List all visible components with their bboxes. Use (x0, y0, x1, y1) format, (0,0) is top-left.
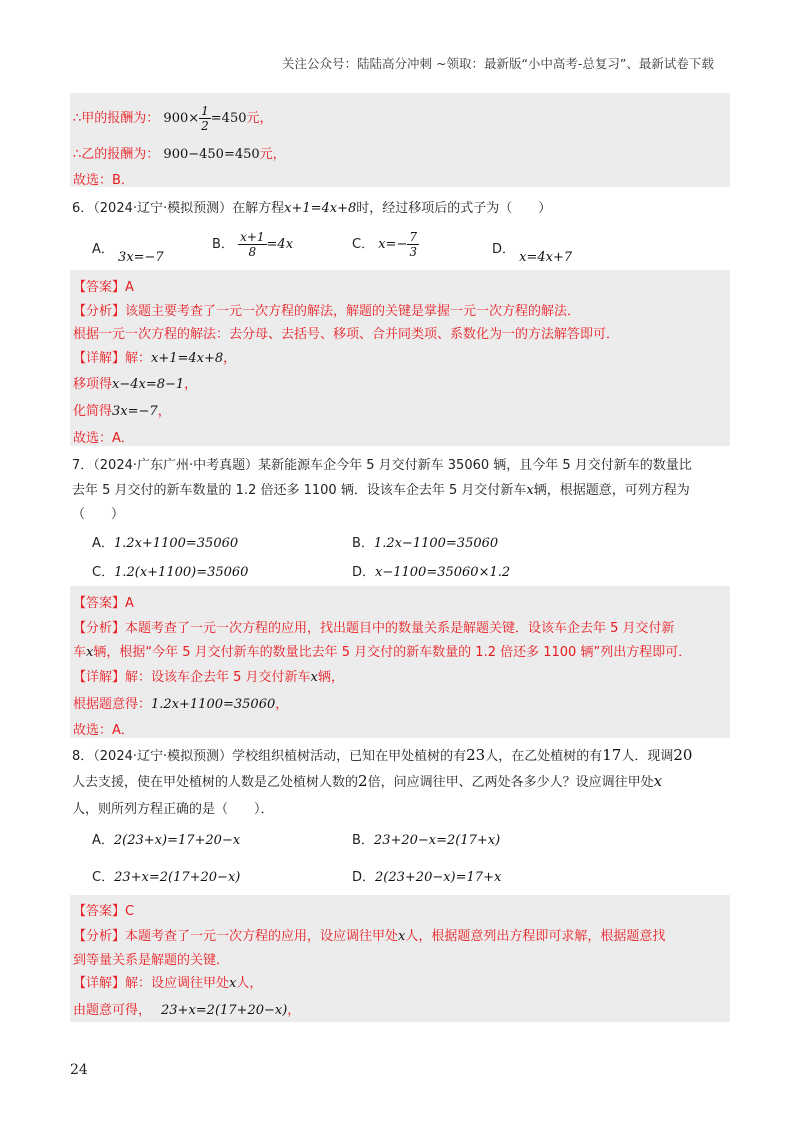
line-suffix: ， (157, 404, 171, 419)
denominator: 2 (201, 119, 209, 133)
math-variable: x (86, 645, 94, 660)
line-label: 根据题意得： (73, 697, 152, 712)
line-label: 化简得 (73, 404, 113, 419)
detail-line (73, 373, 197, 392)
option-label: A． (92, 242, 114, 257)
choose-line: 故选：A． (73, 723, 134, 738)
option-label: C． (352, 237, 375, 252)
math-expression: 23+x=2(17+20−x) (114, 870, 241, 885)
analysis-line: 【分析】本题考查了一元一次方程的应用，找出题目中的数量关系是解题关键．设该车企去年 5 月交付新 (73, 621, 675, 636)
line-label: 移项得 (73, 377, 113, 392)
option-label: B． (352, 536, 374, 551)
math-variable: x (398, 929, 406, 944)
math-expression: =4x (266, 237, 294, 252)
line-label: 【详解】解： (73, 351, 152, 366)
math-number: 17 (602, 746, 622, 764)
math-expression: x+1=4x+8 (284, 201, 357, 216)
choose-line: 故选：A． (73, 431, 134, 446)
numerator: 1 (201, 104, 209, 118)
stem-text: 人去支援，使在甲处植树的人数是乙处植树人数的 (72, 775, 359, 790)
math-expression: 23+20−x=2(17+x) (373, 833, 501, 848)
line-suffix: ， (184, 377, 198, 392)
denominator: 8 (248, 245, 257, 259)
page-number: 24 (70, 1062, 88, 1078)
answer-line: 【答案】C (73, 904, 135, 919)
option-label: B． (352, 833, 374, 848)
math-variable: x (653, 772, 663, 790)
line-label: ∴甲的报酬为： (73, 111, 160, 126)
analysis-text: 辆，根据“今年 5 月交付新车的数量比去年 5 月交付的新车数量的 1.2 倍还多 1100 辆”列出方程即可． (93, 645, 692, 660)
math-number: 23 (466, 746, 486, 764)
detail-line (73, 693, 288, 712)
option-a (92, 829, 240, 848)
solution-block-q7 (70, 586, 730, 738)
math-expression: x−1100=35060×1.2 (375, 565, 511, 580)
option-d (352, 561, 510, 580)
math-expression: 900× (163, 111, 200, 126)
line-label: 由题意可得， (73, 1003, 152, 1018)
stem-text: 去年 5 月交付的新车数量的 1.2 倍还多 1100 辆．设该车企去年 5 月交付新车 (72, 483, 527, 498)
question-8-stem-line1 (72, 745, 692, 764)
detail-text: 【详解】解：设应调往甲处 (73, 976, 230, 991)
question-8-stem-line2 (72, 771, 662, 790)
detail-text: 【详解】解：设该车企去年 5 月交付新车 (73, 670, 311, 685)
solution-line (73, 104, 273, 133)
question-7-stem-line3: （ ） (72, 507, 125, 522)
math-number: 2 (358, 772, 368, 790)
analysis-line (73, 641, 691, 660)
option-b (212, 230, 293, 259)
analysis-line (73, 925, 665, 944)
question-8-stem-line3: 人，则所列方程正确的是（ ）． (72, 802, 274, 817)
analysis-text: 【分析】本题考查了一元一次方程的应用，设应调往甲处 (73, 929, 399, 944)
math-expression: 2(23+20−x)=17+x (375, 870, 502, 885)
math-expression: 1.2(x+1100)=35060 (114, 565, 249, 580)
stem-text: 人，在乙处植树的有 (485, 749, 603, 764)
option-label: D． (352, 870, 376, 885)
math-expression: 1.2x+1100=35060 (113, 536, 239, 551)
option-c (92, 561, 248, 580)
math-expression: x=− (378, 237, 408, 252)
fraction (199, 104, 211, 133)
analysis-line: 根据一元一次方程的解法：去分母、去括号、移项、合并同类项、系数化为一的方法解答即可． (73, 327, 620, 342)
analysis-text: 车 (73, 645, 87, 660)
stem-text: 辆，根据题意，可列方程为 (533, 483, 690, 498)
detail-text: 辆， (317, 670, 344, 685)
line-suffix: 元， (246, 111, 273, 126)
detail-line (73, 666, 344, 685)
denominator: 3 (409, 245, 417, 259)
solution-line (73, 143, 286, 162)
option-label: A． (92, 536, 114, 551)
math-expression: 23+x=2(17+20−x) (161, 1003, 288, 1018)
question-6-stem (72, 197, 551, 216)
option-label: C． (92, 565, 115, 580)
math-expression: x−4x=8−1 (112, 377, 185, 392)
option-label: A． (92, 833, 114, 848)
option-a (92, 532, 238, 551)
math-expression: 2(23+x)=17+20−x (113, 833, 241, 848)
analysis-line: 到等量关系是解题的关键． (73, 953, 230, 968)
option-label: D． (352, 565, 376, 580)
detail-line (73, 999, 300, 1018)
line-suffix: ， (275, 697, 289, 712)
option-c (92, 866, 240, 885)
line-suffix: ， (287, 1003, 301, 1018)
option-b (352, 532, 498, 551)
math-variable: x (229, 976, 237, 991)
fraction (407, 230, 419, 259)
math-variable: x (310, 670, 318, 685)
numerator: 7 (409, 230, 417, 244)
option-d (492, 238, 573, 265)
analysis-text: 人，根据题意列出方程即可求解，根据题意找 (405, 929, 666, 944)
detail-line (73, 972, 262, 991)
answer-line: 【答案】A (73, 280, 134, 295)
choose-line: 故选：B． (73, 173, 134, 188)
math-expression: x+1=4x+8 (151, 351, 224, 366)
line-suffix: ， (223, 351, 237, 366)
math-expression: =450 (210, 111, 247, 126)
math-expression: x=4x+7 (519, 250, 573, 265)
math-expression: 3x=−7 (118, 250, 164, 265)
detail-line (73, 347, 236, 366)
detail-text: 人， (236, 976, 263, 991)
line-suffix: 元， (259, 147, 286, 162)
option-label: D． (492, 242, 516, 257)
option-b (352, 829, 500, 848)
answer-line: 【答案】A (73, 596, 134, 611)
stem-text: 8．（2024·辽宁·模拟预测）学校组织植树活动，已知在甲处植树的有 (72, 749, 467, 764)
option-label: C． (92, 870, 115, 885)
question-7-stem-line2 (72, 479, 690, 498)
question-7-stem-line1: 7．（2024·广东广州·中考真题）某新能源车企今年 5 月交付新车 35060 辆，且今年 5 月交付新车的数量比 (72, 458, 692, 473)
analysis-line: 【分析】该题主要考查了一元一次方程的解法，解题的关键是掌握一元一次方程的解法． (73, 304, 581, 319)
math-expression: 3x=−7 (112, 404, 158, 419)
option-a (92, 238, 164, 265)
line-label: ∴乙的报酬为： (73, 147, 160, 162)
stem-text: 时，经过移项后的式子为（ ） (356, 201, 552, 216)
stem-text: 倍，问应调往甲、乙两处各多少人？设应调往甲处 (367, 775, 654, 790)
math-expression: 1.2x+1100=35060 (151, 697, 276, 712)
numerator: x+1 (240, 230, 265, 244)
math-expression: 900−450=450 (163, 147, 260, 162)
math-number: 20 (673, 746, 693, 764)
math-variable: x (526, 483, 534, 498)
stem-text: 6．（2024·辽宁·模拟预测）在解方程 (72, 201, 285, 216)
option-d (352, 866, 501, 885)
math-expression: 1.2x−1100=35060 (373, 536, 499, 551)
option-label: B． (212, 237, 234, 252)
fraction (238, 230, 266, 259)
stem-text: 人．现调 (621, 749, 674, 764)
option-c (352, 230, 419, 259)
detail-line (73, 400, 171, 419)
page-header: 关注公众号：陆陆高分冲刺 ~领取：最新版“小中高考-总复习”、最新试卷下载 (282, 56, 714, 71)
